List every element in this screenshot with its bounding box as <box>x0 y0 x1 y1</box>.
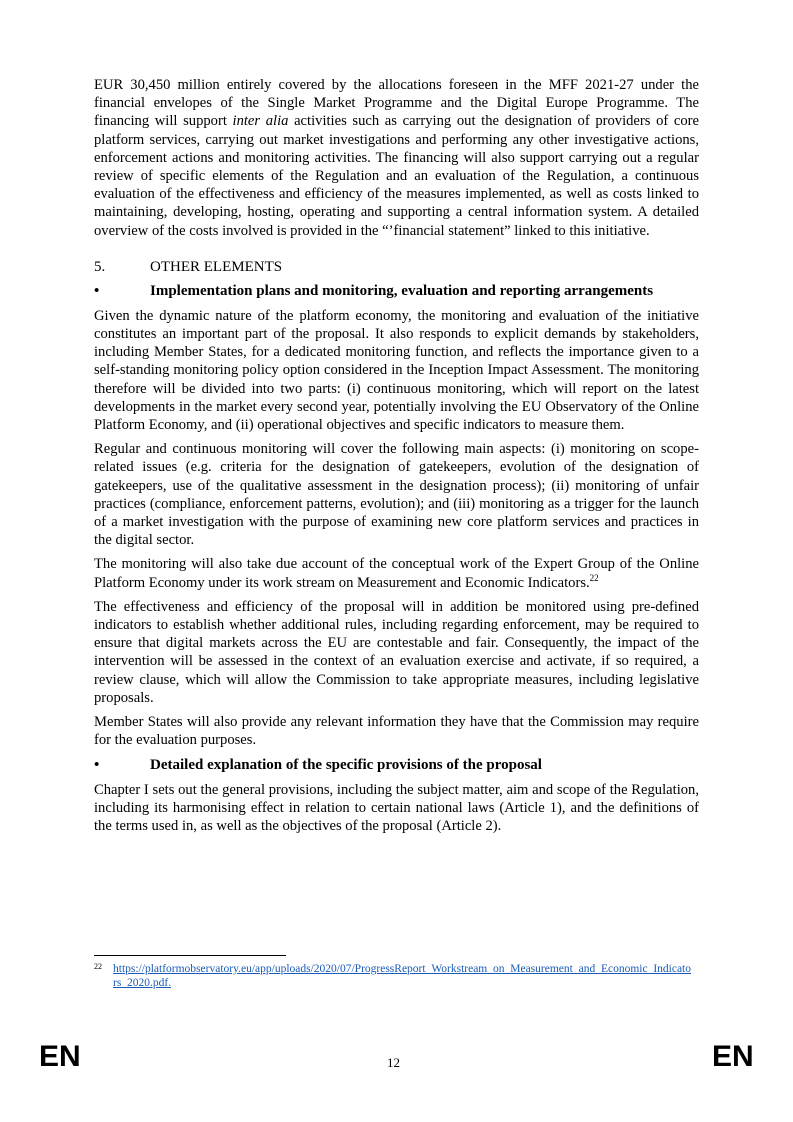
footnote-divider <box>94 955 286 956</box>
footnote-number: 22 <box>94 962 102 971</box>
evaluation-paragraph: The effectiveness and efficiency of the proposal will in addition be monitored using pre-defined indicators to establish whether additional rules, including regarding enforcement, may be required to ensure that digital markets across the EU are contestable and fair. Consequently, the impact of the intervention will be assessed in the context of an evaluation exercise and activate, if so required, a review clause, which will allow the Commission to take appropriate measures, including legislative proposals. <box>94 598 699 706</box>
bullet-heading-implementation <box>94 282 699 301</box>
language-label-left: EN <box>39 1040 81 1073</box>
footnote-link[interactable]: https://platformobservatory.eu/app/uploads/2020/07/ProgressReport_Workstream_on_Measurement_and_Economic_Indicators_2020.pdf. <box>113 963 691 989</box>
section-title: OTHER ELEMENTS <box>150 258 283 275</box>
bullet-icon: • <box>94 282 100 299</box>
budget-text-italic: inter alia <box>232 113 289 130</box>
page-body <box>94 76 699 841</box>
budget-paragraph <box>94 76 699 240</box>
expert-group-paragraph <box>94 555 699 591</box>
chapter-paragraph: Chapter I sets out the general provisions, including the subject matter, aim and scope of the Regulation, including its harmonising effect in relation to certain national laws (Article 1), and the definitions of the terms used in, as well as the objectives of the proposal (Article 2). <box>94 781 699 834</box>
section-number: 5. <box>94 258 106 275</box>
bullet-icon: • <box>94 756 100 773</box>
bullet-heading-provisions <box>94 756 699 775</box>
page-number: 12 <box>387 1055 400 1070</box>
bullet-title: Detailed explanation of the specific provisions of the proposal <box>150 756 542 773</box>
footnote <box>94 962 694 990</box>
section-heading <box>94 258 699 276</box>
budget-text-end: activities such as carrying out the designation of providers of core platform services, carrying out market investigations and performing any other investigative actions, enforcement actions and monitoring activities. The financing will also support carrying out a regular review of specific elements of the Regulation and an evaluation of the Regulation, a continuous evaluation of the effectiveness and efficiency of the measures implemented, as well as costs linked to maintaining, developing, hosting, operating and supporting a central information system. A detailed overview of the costs involved is provided in the “’financial statement” linked to this initiative. <box>94 113 699 239</box>
budget-text-start: EUR 30,450 million entirely covered by the allocations foreseen in the MFF 2021-27 under the financial envelopes of the Single Market Programme and the Digital Europe Programme. The financing will support <box>94 77 699 130</box>
expert-group-text: The monitoring will also take due account of the conceptual work of the Expert Group of the Online Platform Economy under its work stream on Measurement and Economic Indicators. <box>94 556 699 591</box>
bullet-title: Implementation plans and monitoring, evaluation and reporting arrangements <box>150 282 654 299</box>
language-label-right: EN <box>712 1040 754 1073</box>
monitoring-paragraph: Regular and continuous monitoring will cover the following main aspects: (i) monitoring on scope-related issues (e.g. criteria for the designation of gatekeepers, evolution of the designation of gatekeepers, use of the qualitative assessment in the designation process); (ii) monitoring of unfair practices (compliance, enforcement patterns, evolution); and (iii) monitoring as a trigger for the launch of a market investigation with the purpose of examining new core platform services and practices in the digital sector. <box>94 441 699 549</box>
monitoring-paragraph: Given the dynamic nature of the platform economy, the monitoring and evaluation of the initiative constitutes an important part of the proposal. It also responds to explicit demands by stakeholders, including Member States, for a dedicated monitoring function, and reflects the importance given to a self-standing monitoring policy option considered in the Inception Impact Assessment. The monitoring therefore will be divided into two parts: (i) continuous monitoring, which will report on the latest developments in the market every second year, potentially involving the EU Observatory of the Online Platform Economy, and (ii) operational objectives and specific indicators to measure them. <box>94 307 699 434</box>
footnote-reference[interactable]: 22 <box>589 572 599 583</box>
member-states-paragraph: Member States will also provide any relevant information they have that the Commission may require for the evaluation purposes. <box>94 714 699 749</box>
